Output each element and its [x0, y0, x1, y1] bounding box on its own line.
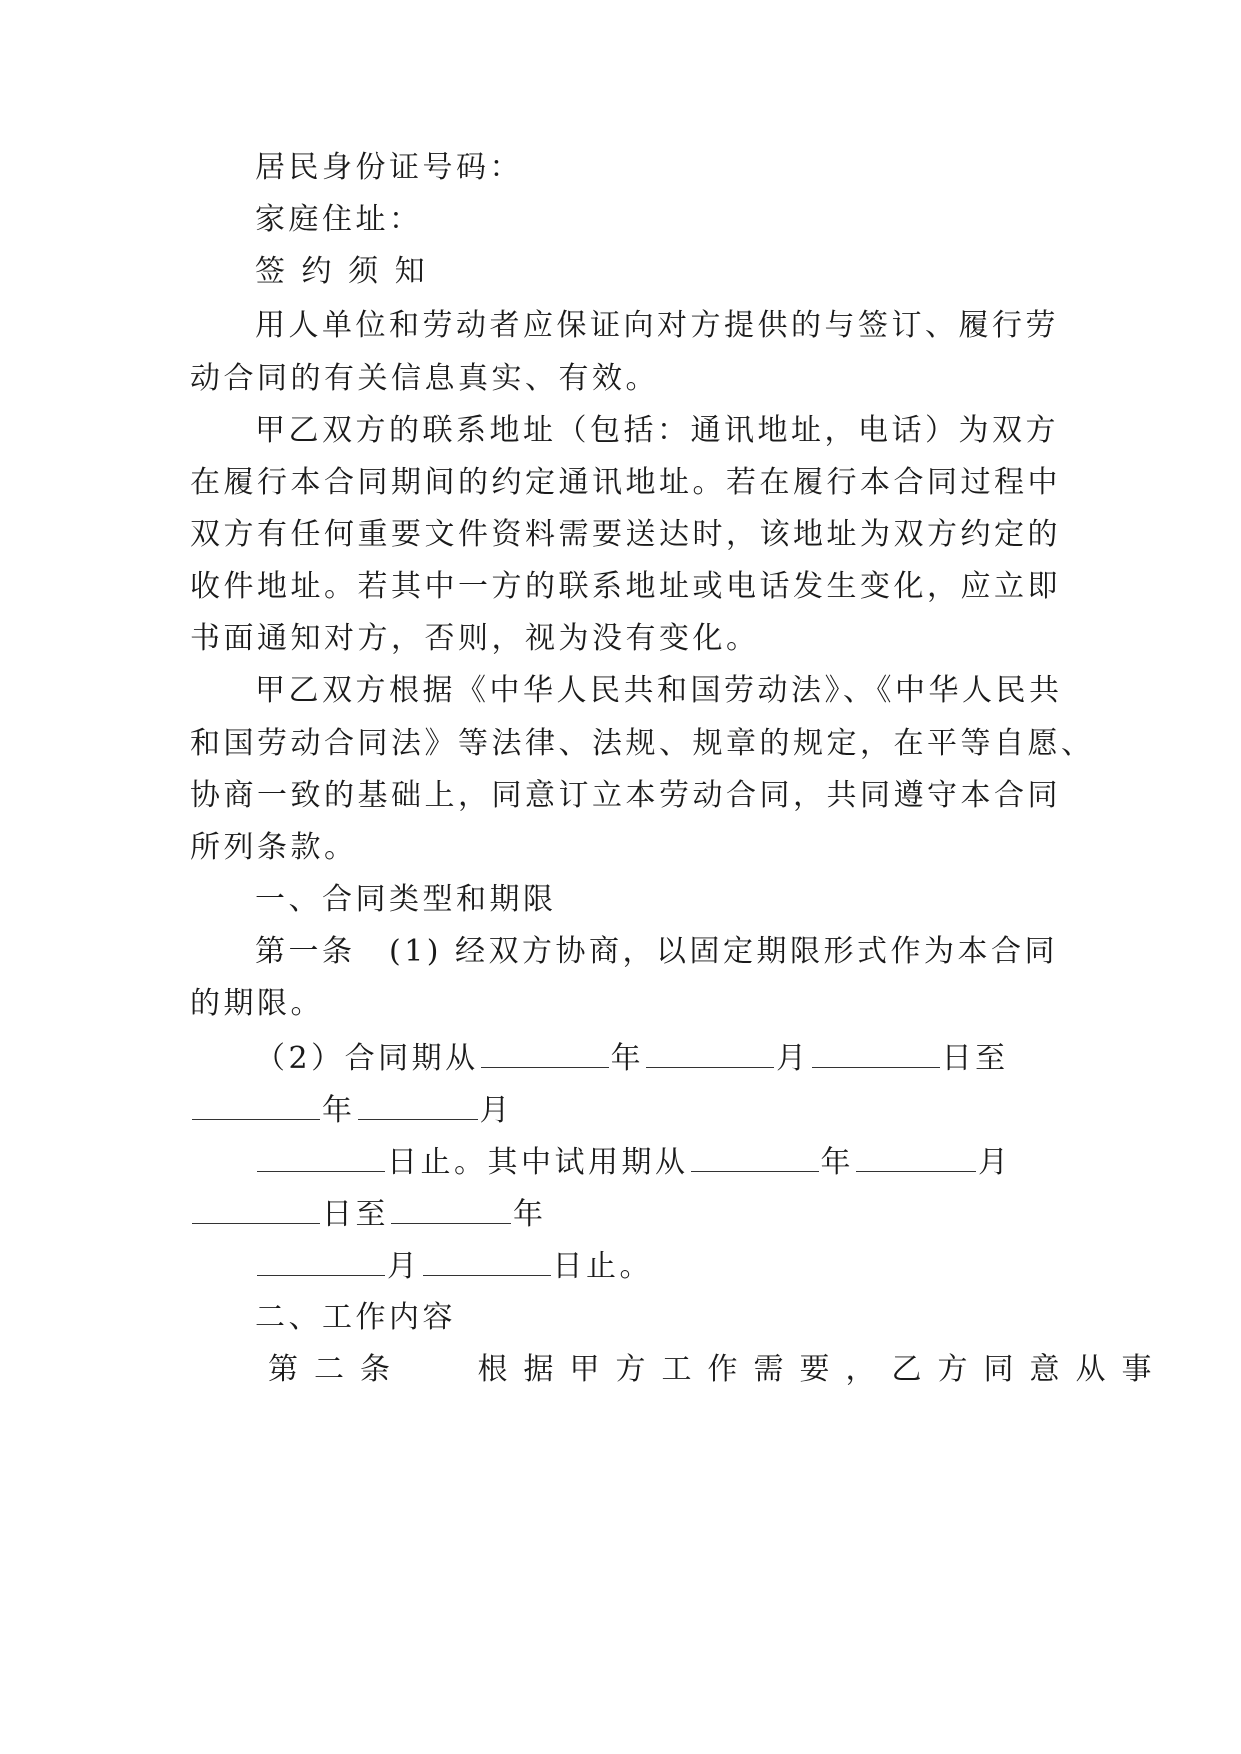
- day-final-label: 日止。: [552, 1249, 653, 1284]
- paragraph-line: 收件地址。若其中一方的联系地址或电话发生变化，应立即: [190, 569, 1061, 604]
- term-line-5: [255, 1245, 1115, 1285]
- month-label: 月: [978, 1145, 1012, 1180]
- signing-notice-heading: 签 约 须 知: [255, 254, 429, 289]
- blank-field[interactable]: [257, 1141, 385, 1172]
- paragraph-line: 书面通知对方，否则，视为没有变化。: [190, 621, 760, 656]
- day-to-label: 日至: [322, 1197, 389, 1232]
- term-line-2: [190, 1089, 1050, 1129]
- day-end-label: 日止。其中试用期从: [387, 1145, 689, 1180]
- paragraph-line: 甲乙双方的联系地址（包括：通讯地址，电话）为双方: [255, 413, 1059, 448]
- paragraph-line: 用人单位和劳动者应保证向对方提供的与签订、履行劳: [255, 308, 1059, 343]
- term-line-1: [255, 1037, 1115, 1077]
- paragraph-line: 动合同的有关信息真实、有效。: [190, 361, 659, 396]
- blank-field[interactable]: [192, 1193, 320, 1224]
- blank-field[interactable]: [192, 1089, 320, 1120]
- year-label: 年: [322, 1093, 356, 1128]
- blank-field[interactable]: [391, 1193, 511, 1224]
- month-label: 月: [776, 1041, 810, 1076]
- blank-field[interactable]: [691, 1141, 819, 1172]
- id-number-label: 居民身份证号码：: [255, 150, 523, 185]
- day-to-label: 日至: [941, 1041, 1009, 1076]
- year-label: 年: [820, 1145, 854, 1180]
- paragraph-line: 协商一致的基础上，同意订立本劳动合同，共同遵守本合同: [190, 778, 1061, 813]
- paragraph-line: 甲乙双方根据《中华人民共和国劳动法》、《中华人民共: [255, 673, 1063, 708]
- home-address-label: 家庭住址：: [255, 202, 423, 237]
- blank-field[interactable]: [856, 1141, 976, 1172]
- paragraph-line: 和国劳动合同法》等法律、法规、规章的规定，在平等自愿、: [190, 726, 1095, 761]
- paragraph-line: 在履行本合同期间的约定通讯地址。若在履行本合同过程中: [190, 465, 1061, 500]
- year-label: 年: [610, 1041, 645, 1076]
- article-two: 第二条 根据甲方工作需要，乙方同意从事: [268, 1352, 1168, 1387]
- term-line-3: [255, 1141, 1115, 1181]
- paragraph-line: 双方有任何重要文件资料需要送达时，该地址为双方约定的: [190, 517, 1061, 552]
- blank-field[interactable]: [257, 1245, 385, 1276]
- blank-field[interactable]: [481, 1037, 609, 1068]
- year-label: 年: [513, 1197, 547, 1232]
- paragraph-line: 所列条款。: [190, 830, 358, 865]
- blank-field[interactable]: [646, 1037, 774, 1068]
- blank-field[interactable]: [812, 1037, 940, 1068]
- paragraph-line: 的期限。: [190, 986, 324, 1021]
- term-prefix: （2）合同期从: [255, 1041, 479, 1076]
- blank-field[interactable]: [423, 1245, 551, 1276]
- month-label: 月: [479, 1093, 513, 1128]
- section-heading: 二、工作内容: [255, 1300, 456, 1335]
- term-line-4: [190, 1193, 1050, 1233]
- blank-field[interactable]: [358, 1089, 478, 1120]
- section-heading: 一、合同类型和期限: [255, 882, 557, 917]
- article-one: 第一条 (1) 经双方协商，以固定期限形式作为本合同: [255, 934, 1059, 969]
- month-label: 月: [387, 1249, 421, 1284]
